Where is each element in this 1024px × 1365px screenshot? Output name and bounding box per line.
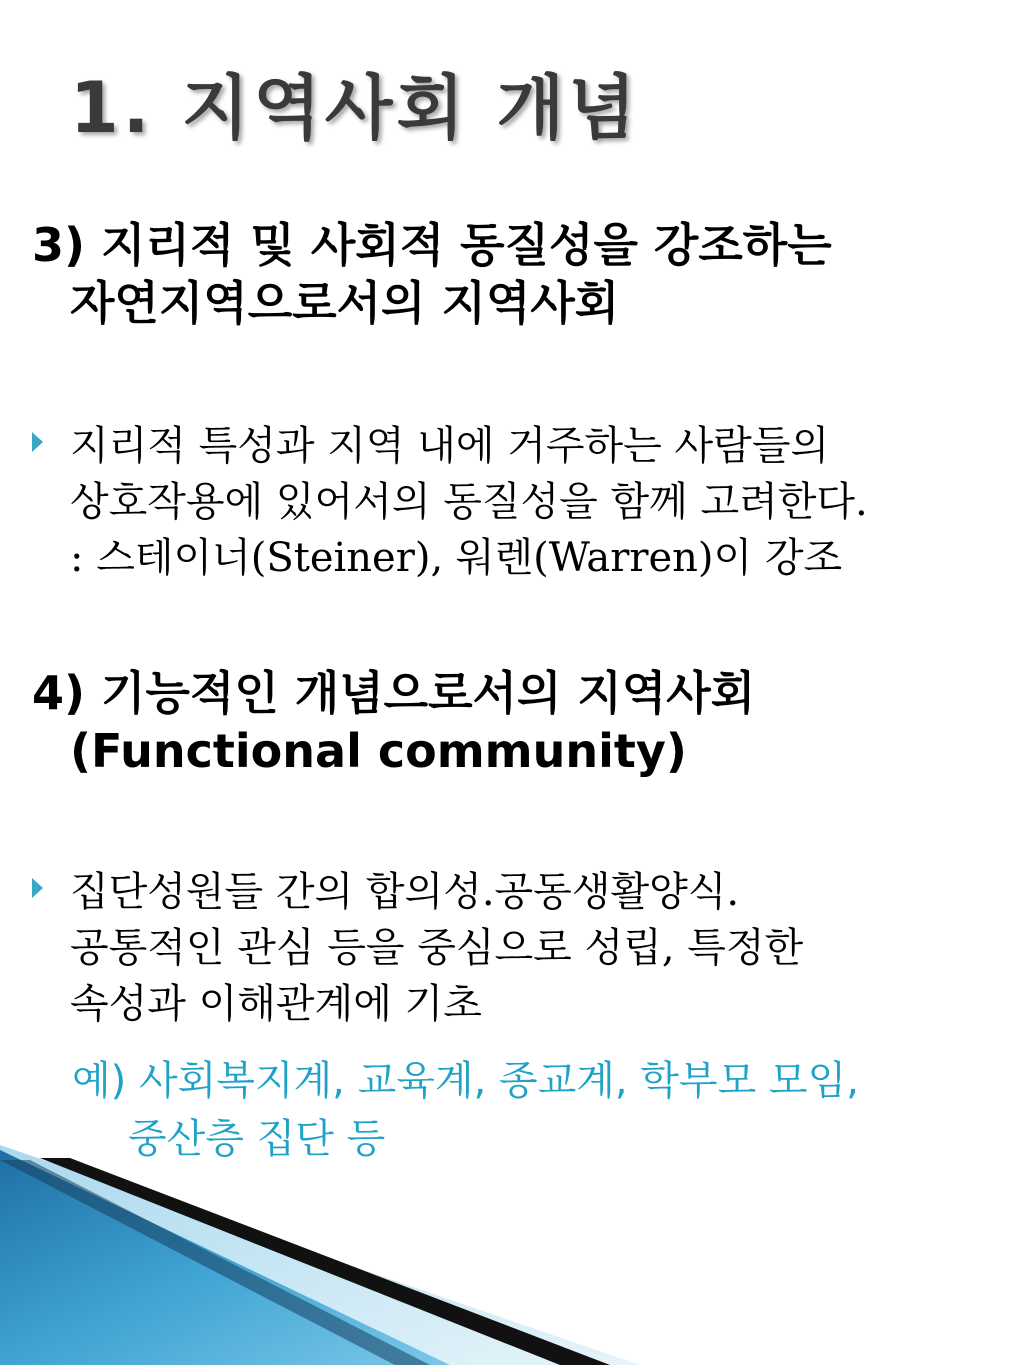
slide-title: 1. 지역사회 개념: [70, 67, 640, 149]
section-3-bullet-line3: : 스테이너(Steiner), 워렌(Warren)이 강조: [70, 535, 843, 581]
section-4-bullet-line3: 속성과 이해관계에 기초: [70, 981, 482, 1027]
section-4-example-line2: 중산층 집단 등: [128, 1116, 386, 1162]
section-4-example-line1: 예) 사회복지계, 교육계, 종교계, 학부모 모임,: [72, 1058, 859, 1104]
section-3-bullet-line1: 지리적 특성과 지역 내에 거주하는 사람들의: [70, 423, 830, 469]
section-3-heading-line1: 3) 지리적 및 사회적 동질성을 강조하는: [32, 218, 832, 272]
section-4-bullet-line1: 집단성원들 간의 합의성.공동생활양식.: [70, 869, 740, 915]
section-3-heading-line2: 자연지역으로서의 지역사회: [70, 276, 620, 330]
section-3-bullet-line2: 상호작용에 있어서의 동질성을 함께 고려한다.: [70, 479, 868, 525]
section-4-bullet-line2: 공통적인 관심 등을 중심으로 성립, 특정한: [70, 925, 804, 971]
section-4-heading-line1: 4) 기능적인 개념으로서의 지역사회: [32, 666, 756, 720]
section-4-heading-line2: (Functional community): [70, 724, 687, 778]
